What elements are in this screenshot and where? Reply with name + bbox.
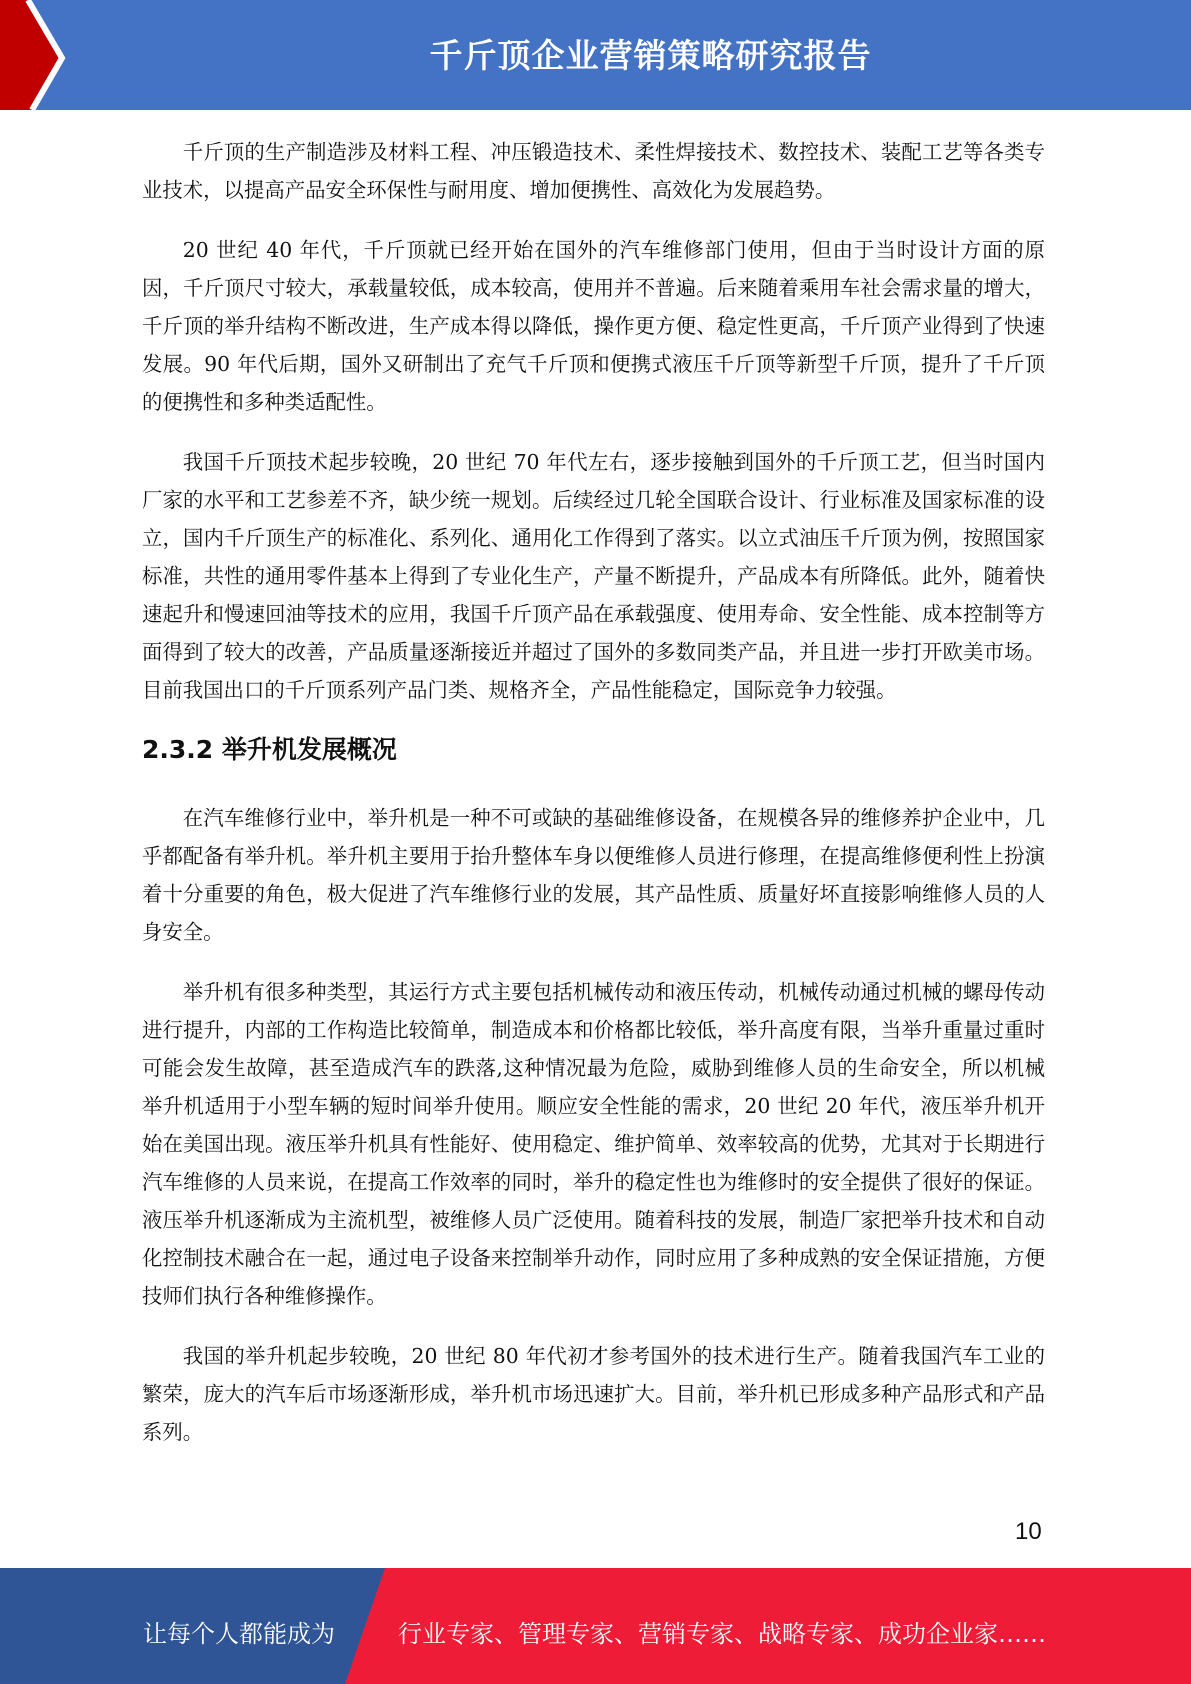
paragraph: 我国的举升机起步较晚，20 世纪 80 年代初才参考国外的技术进行生产。随着我国汽车工业的繁荣，庞大的汽车后市场逐渐形成，举升机市场迅速扩大。目前，举升机已形成多种产品形式和产品系列。 [142,1344,1045,1444]
footer-slogan-left: 让每个人都能成为 [143,1620,335,1648]
page-header [0,0,1191,110]
paragraph: 千斤顶的生产制造涉及材料工程、冲压锻造技术、柔性焊接技术、数控技术、装配工艺等各类专业技术，以提高产品安全环保性与耐用度、增加便携性、高效化为发展趋势。 [142,140,1045,202]
paragraph: 在汽车维修行业中，举升机是一种不可或缺的基础维修设备，在规模各异的维修养护企业中，几乎都配备有举升机。举升机主要用于抬升整体车身以便维修人员进行修理，在提高维修便利性上扮演着十分重要的角色，极大促进了汽车维修行业的发展，其产品性质、质量好坏直接影响维修人员的人身安全。 [142,806,1045,944]
footer-slogan-right: 行业专家、管理专家、营销专家、战略专家、成功企业家…… [398,1620,1046,1648]
report-title: 千斤顶企业营销策略研究报告 [429,36,872,75]
document-body [142,133,1045,1473]
page-footer [0,1568,1191,1684]
paragraph: 举升机有很多种类型，其运行方式主要包括机械传动和液压传动，机械传动通过机械的螺母传动进行提升，内部的工作构造比较简单，制造成本和价格都比较低，举升高度有限，当举升重量过重时可能会发生故障，甚至造成汽车的跌落,这种情况最为危险，威胁到维修人员的生命安全，所以机械举升机适用于小型车辆的短时间举升使用。顺应安全性能的需求，20 世纪 20 年代，液压举升机开始在美国出现。液压举升机具有性能好、使用稳定、维护简单、效率较高的优势，尤其对于长期进行汽车维修的人员来说，在提高工作效率的同时，举升的稳定性也为维修时的安全提供了很好的保证。液压举升机逐渐成为主流机型，被维修人员广泛使用。随着科技的发展，制造厂家把举升技术和自动化控制技术融合在一起，通过电子设备来控制举升动作，同时应用了多种成熟的安全保证措施，方便技师们执行各种维修操作。 [142,980,1045,1308]
paragraph: 20 世纪 40 年代，千斤顶就已经开始在国外的汽车维修部门使用，但由于当时设计方面的原因，千斤顶尺寸较大，承载量较低，成本较高，使用并不普遍。后来随着乘用车社会需求量的增大，千斤顶的举升结构不断改进，生产成本得以降低，操作更方便、稳定性更高，千斤顶产业得到了快速发展。90 年代后期，国外又研制出了充气千斤顶和便携式液压千斤顶等新型千斤顶，提升了千斤顶的便携性和多种类适配性。 [142,238,1045,414]
paragraph: 我国千斤顶技术起步较晚，20 世纪 70 年代左右，逐步接触到国外的千斤顶工艺，但当时国内厂家的水平和工艺参差不齐，缺少统一规划。后续经过几轮全国联合设计、行业标准及国家标准的设立，国内千斤顶生产的标准化、系列化、通用化工作得到了落实。以立式油压千斤顶为例，按照国家标准，共性的通用零件基本上得到了专业化生产，产量不断提升，产品成本有所降低。此外，随着快速起升和慢速回油等技术的应用，我国千斤顶产品在承载强度、使用寿命、安全性能、成本控制等方面得到了较大的改善，产品质量逐渐接近并超过了国外的多数同类产品，并且进一步打开欧美市场。目前我国出口的千斤顶系列产品门类、规格齐全，产品性能稳定，国际竞争力较强。 [142,450,1045,702]
page-number: 10 [1015,1518,1042,1545]
section-heading: 2.3.2 举升机发展概况 [142,735,397,764]
